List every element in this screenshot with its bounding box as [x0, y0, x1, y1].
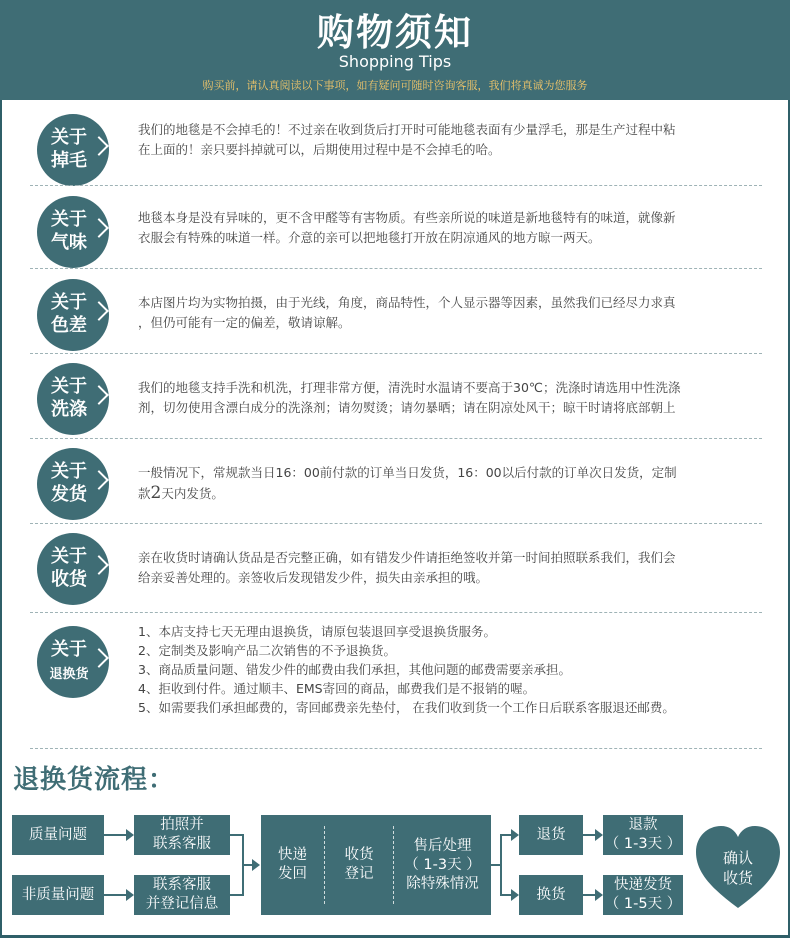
- arrow-right-icon: [252, 859, 260, 871]
- tip-line: 给亲妥善处理的。亲签收后发现错发少件，损失由亲承担的哦。: [138, 570, 489, 585]
- badge-topic: 收货: [51, 569, 87, 590]
- box-label: 收货: [722, 869, 753, 887]
- box-label: 联系客服: [153, 877, 211, 893]
- chevron-right-icon: [89, 555, 109, 575]
- list-item: 3、商品质量问题、错发少件的邮费由我们承担，其他问题的邮费需要亲承担。: [138, 662, 571, 677]
- tip-line: ，但仍可能有一定的偏差，敬请谅解。: [138, 315, 351, 330]
- badge-label: 关于: [51, 461, 87, 482]
- box-label: 售后处理: [413, 837, 472, 854]
- flow-express-delivery: [603, 875, 683, 915]
- box-label: 发回: [278, 866, 307, 882]
- chevron-right-icon: [89, 470, 109, 490]
- divider: [30, 268, 762, 269]
- box-label: 确认: [722, 849, 753, 867]
- badge-label: 关于: [51, 376, 87, 397]
- chevron-right-icon: [89, 301, 109, 321]
- badge-topic: 发货: [51, 484, 87, 505]
- flow-photo-contact: [134, 815, 230, 855]
- arrow-right-icon: [595, 829, 603, 841]
- flow-connector: [104, 834, 126, 836]
- box-label: 除特殊情况: [406, 875, 479, 892]
- box-label: （ 1-5天 ）: [604, 896, 682, 912]
- divider: [30, 748, 762, 749]
- flow-non-quality-issue: [12, 875, 104, 915]
- list-item: 2、定制类及影响产品二次销售的不予退换货。: [138, 643, 396, 658]
- tip-line: 我们的地毯是不会掉毛的！不过亲在收到货后打开时可能地毯表面有少量浮毛，那是生产过程中粘: [138, 122, 676, 137]
- tip-body: [138, 463, 743, 504]
- flow-refund: [603, 815, 683, 855]
- header-banner: [0, 0, 790, 100]
- flow-connector: [242, 864, 252, 866]
- box-label: 质量问题: [29, 826, 87, 843]
- arrow-right-icon: [126, 829, 134, 841]
- divider: [30, 523, 762, 524]
- list-item: 5、如需要我们承担邮费的，寄回邮费亲先垫付， 在我们收到货一个工作日后联系客服退还邮费。: [138, 700, 675, 715]
- flow-ship-back: [261, 815, 324, 915]
- badge-topic: 掉毛: [51, 150, 87, 171]
- tip-body: [138, 548, 743, 588]
- tip-text-part: 天内发货。: [161, 486, 224, 501]
- flow-return-goods: [519, 815, 583, 855]
- tip-badge: [37, 196, 109, 268]
- tip-body: [138, 293, 743, 333]
- tip-line: 本店图片均为实物拍摄，由于光线，角度，商品特性，个人显示器等因素，虽然我们已经尽力求真: [138, 295, 676, 310]
- arrow-right-icon: [126, 889, 134, 901]
- box-label: 退款: [628, 817, 658, 833]
- arrow-right-icon: [595, 889, 603, 901]
- box-label: 收货: [344, 847, 374, 863]
- box-label: 快递: [278, 847, 307, 863]
- tip-line: 衣服会有特殊的味道一样。介意的亲可以把地毯打开放在阴凉通风的地方晾一两天。: [138, 230, 601, 245]
- box-label: 换货: [536, 886, 566, 903]
- tip-badge: [37, 448, 109, 520]
- tip-badge: [37, 279, 109, 351]
- badge-label: 关于: [51, 127, 87, 148]
- badge-label: 关于: [51, 292, 87, 313]
- badge-topic: 洗涤: [51, 399, 87, 420]
- tip-text-part: 款: [138, 486, 151, 501]
- badge-label: 关于: [51, 639, 87, 660]
- box-label: 退货: [536, 826, 566, 843]
- badge-topic: 色差: [51, 315, 87, 336]
- box-label: 非质量问题: [21, 886, 95, 903]
- flow-after-sales: [394, 815, 491, 915]
- tip-line: 剂，切勿使用含漂白成分的洗涤剂；请勿熨烫；请勿暴晒；请在阴凉处风干；晾干时请将底部朝上: [138, 400, 676, 415]
- divider: [30, 438, 762, 439]
- flow-exchange: [519, 875, 583, 915]
- arrow-right-icon: [511, 829, 519, 841]
- badge-topic: 退换货: [49, 667, 89, 682]
- list-item: 4、拒收到付件。通过顺丰、EMS寄回的商品，邮费我们是不报销的喔。: [138, 681, 536, 696]
- page-subtitle: Shopping Tips: [338, 52, 452, 71]
- returns-policy-list: [138, 622, 758, 717]
- header-note: 购买前，请认真阅读以下事项，如有疑问可随时咨询客服，我们将真诚为您服务: [202, 79, 588, 92]
- tip-line: 一般情况下，常规款当日16：00前付款的订单当日发货，16：00以后付款的订单次日发货，定制: [138, 465, 677, 480]
- chevron-right-icon: [89, 218, 109, 238]
- flow-connector: [583, 834, 595, 836]
- flow-receive-register: [325, 815, 393, 915]
- tip-line: [138, 483, 743, 504]
- chevron-right-icon: [89, 136, 109, 156]
- tip-body: [138, 208, 743, 248]
- flow-confirm-receipt: [694, 848, 782, 888]
- divider: [30, 185, 762, 186]
- tip-body: [138, 120, 743, 160]
- box-label: 登记: [344, 866, 374, 882]
- box-label: 拍照并: [160, 817, 204, 833]
- tip-badge-returns: [37, 626, 109, 698]
- box-label: 联系客服: [153, 836, 211, 852]
- flow-title: 退换货流程：: [13, 765, 176, 795]
- tip-line: 我们的地毯支持手洗和机洗，打理非常方便，清洗时水温请不要高于30℃；洗涤时请选用中性洗涤: [138, 380, 681, 395]
- tip-badge: [37, 533, 109, 605]
- divider: [30, 353, 762, 354]
- tip-badge: [37, 363, 109, 435]
- tip-text-number: 2: [150, 483, 162, 503]
- flow-contact-register: [134, 875, 230, 915]
- tip-body: [138, 378, 743, 418]
- flow-connector: [500, 834, 502, 896]
- box-label: 并登记信息: [145, 896, 219, 912]
- flow-connector: [500, 834, 511, 836]
- chevron-right-icon: [89, 385, 109, 405]
- box-label: （ 1-3天 ）: [604, 836, 682, 852]
- flow-connector: [583, 894, 595, 896]
- flow-quality-issue: [12, 815, 104, 855]
- badge-topic: 气味: [51, 232, 87, 253]
- box-label: （ 1-3天 ）: [404, 856, 481, 873]
- badge-label: 关于: [51, 209, 87, 230]
- flow-connector: [104, 894, 126, 896]
- arrow-right-icon: [511, 889, 519, 901]
- page-title: 购物须知: [317, 11, 473, 54]
- tip-badge: [37, 114, 109, 186]
- tip-line: 地毯本身是没有异味的，更不含甲醛等有害物质。有些亲所说的味道是新地毯特有的味道，就像新: [138, 210, 676, 225]
- tip-line: 亲在收货时请确认货品是否完整正确，如有错发少件请拒绝签收并第一时间拍照联系我们，我们会: [138, 550, 676, 565]
- badge-label: 关于: [51, 546, 87, 567]
- divider: [30, 612, 762, 613]
- box-label: 快递发货: [614, 877, 672, 893]
- tip-line: 在上面的！亲只要抖掉就可以，后期使用过程中是不会掉毛的哈。: [138, 142, 501, 157]
- list-item: 1、本店支持七天无理由退换货，请原包装退回享受退换货服务。: [138, 624, 496, 639]
- flow-connector: [500, 894, 511, 896]
